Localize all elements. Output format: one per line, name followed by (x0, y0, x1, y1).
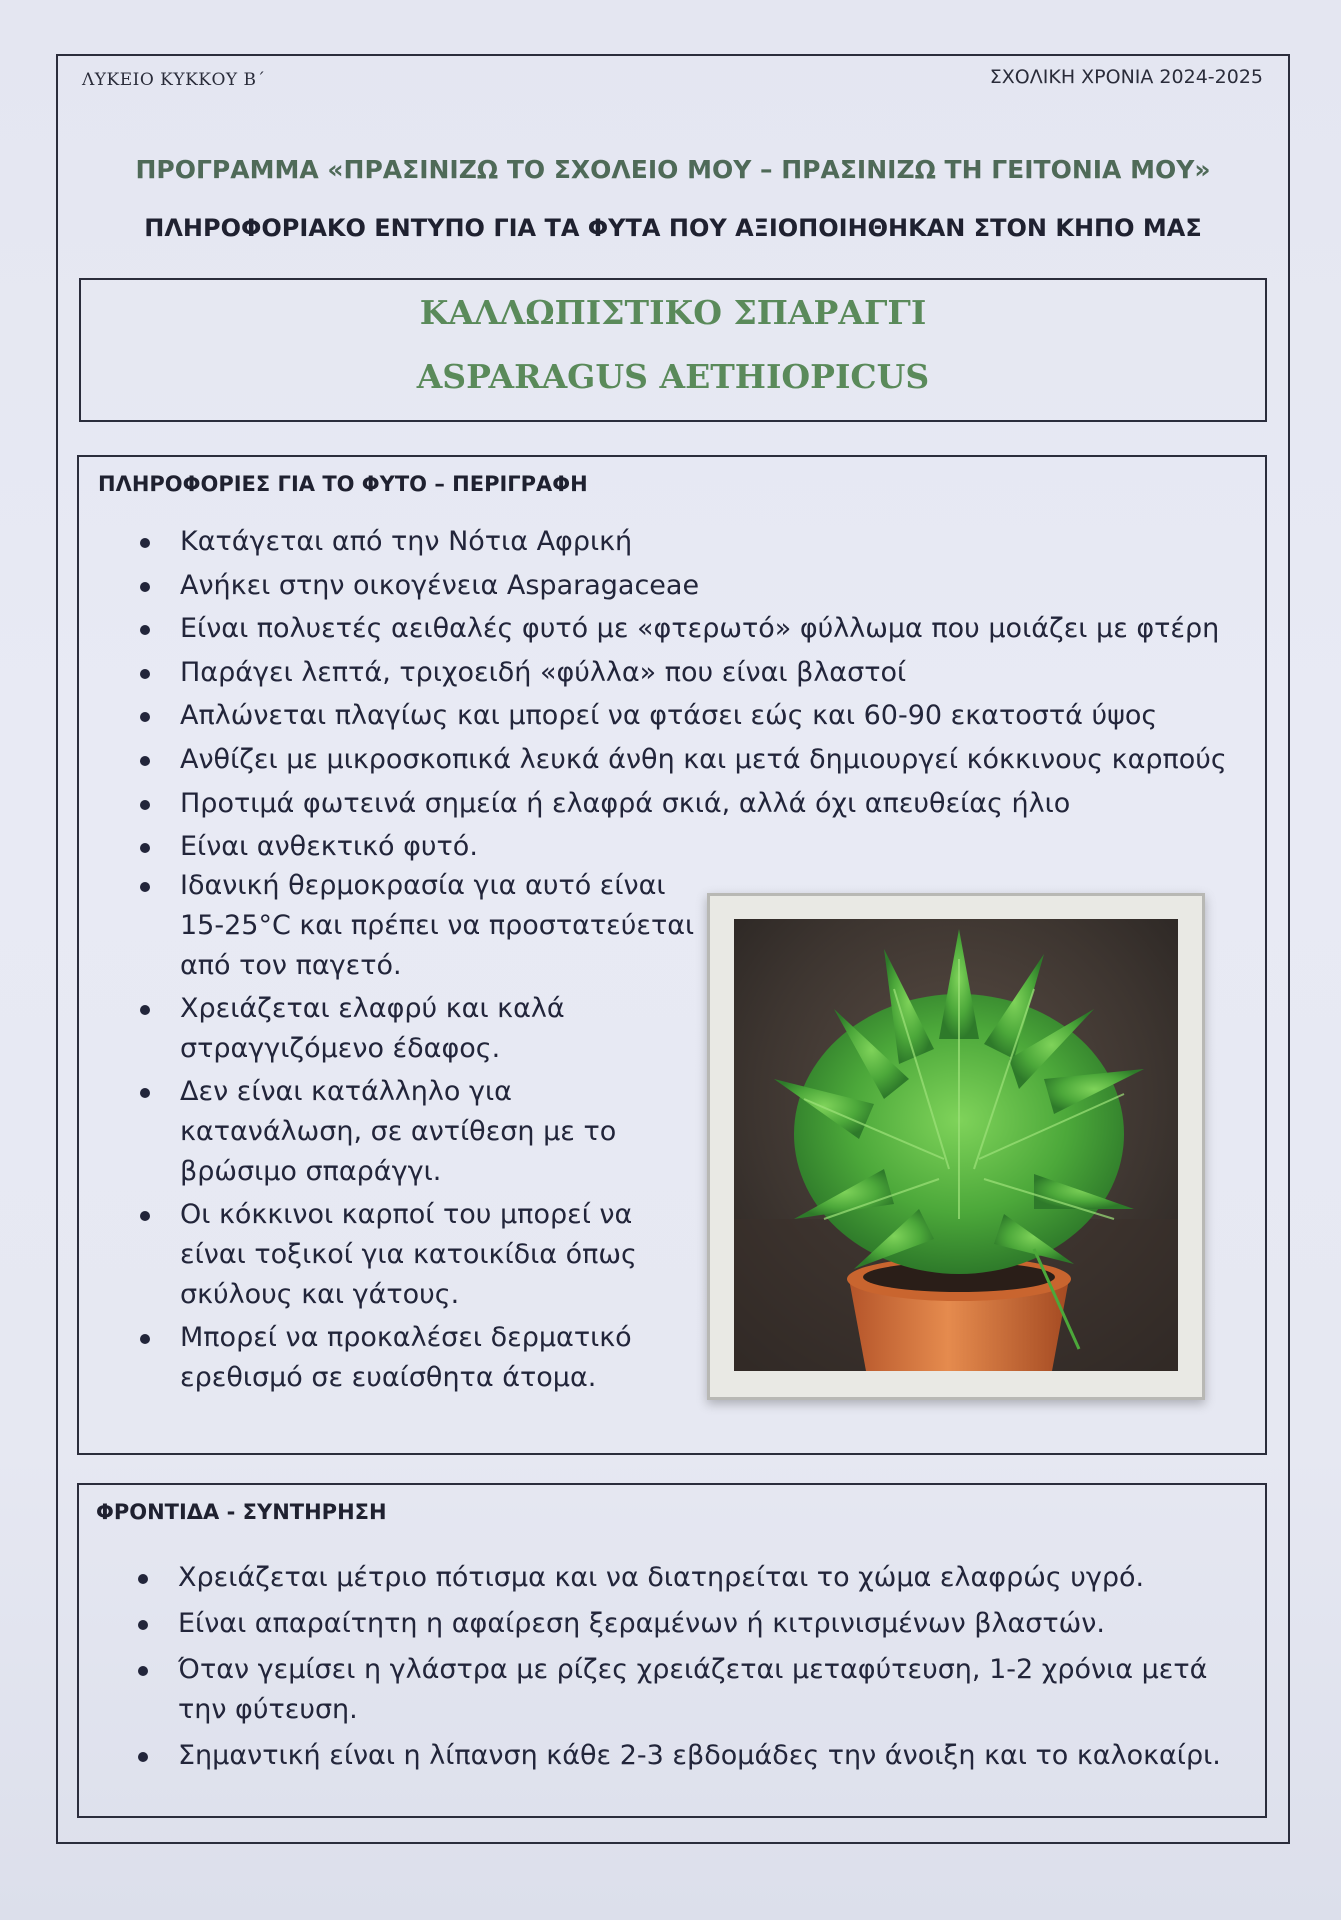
list-item: Κατάγεται από την Νότια Αφρική (140, 522, 1240, 562)
program-title: ΠΡΟΓΡΑΜΜΑ «ΠΡΑΣΙΝΙΖΩ ΤΟ ΣΧΟΛΕΙΟ ΜΟΥ – ΠΡΑΣΙΝΙΖΩ ΤΗ ΓΕΙΤΟΝΙΑ ΜΟΥ» (135, 155, 1211, 184)
list-item: Δεν είναι κατάλληλο για κατανάλωση, σε αντίθεση με το βρώσιμο σπαράγγι. (140, 1072, 700, 1192)
plant-greek-name: ΚΑΛΛΩΠΙΣΤΙΚΟ ΣΠΑΡΑΓΓΙ (419, 293, 927, 332)
list-item: Ανθίζει με μικροσκοπικά λευκά άνθη και μετά δημιουργεί κόκκινους καρπούς (140, 740, 1240, 780)
care-section-title: ΦΡΟΝΤΙΔΑ - ΣΥΝΤΗΡΗΣΗ (96, 1500, 387, 1524)
list-item: Χρειάζεται μέτριο πότισμα και να διατηρείται το χώμα ελαφρώς υγρό. (138, 1558, 1238, 1598)
leaflet-title: ΠΛΗΡΟΦΟΡΙΑΚΟ ΕΝΤΥΠΟ ΓΙΑ ΤΑ ΦΥΤΑ ΠΟΥ ΑΞΙΟΠΟΙΗΘΗΚΑΝ ΣΤΟΝ ΚΗΠΟ ΜΑΣ (144, 214, 1202, 242)
school-year: ΣΧΟΛΙΚΗ ΧΡΟΝΙΑ 2024-2025 (989, 66, 1263, 88)
list-item: Όταν γεμίσει η γλάστρα με ρίζες χρειάζεται μεταφύτευση, 1-2 χρόνια μετά την φύτευση. (138, 1650, 1238, 1730)
care-list (138, 1558, 1238, 1782)
list-item: Είναι πολυετές αειθαλές φυτό με «φτερωτό» φύλλωμα που μοιάζει με φτέρη (140, 609, 1240, 649)
list-item: Χρειάζεται ελαφρύ και καλά στραγγιζόμενο έδαφος. (140, 989, 700, 1069)
list-item: Απλώνεται πλαγίως και μπορεί να φτάσει εώς και 60-90 εκατοστά ύψος (140, 696, 1240, 736)
list-item: Παράγει λεπτά, τριχοειδή «φύλλα» που είναι βλαστοί (140, 653, 1240, 693)
asparagus-fern-pot-photo-icon (734, 919, 1178, 1371)
list-item: Είναι απαραίτητη η αφαίρεση ξεραμένων ή κιτρινισμένων βλαστών. (138, 1604, 1238, 1644)
list-item: Είναι ανθεκτικό φυτό. (140, 827, 1240, 867)
list-item: Μπορεί να προκαλέσει δερματικό ερεθισμό σε ευαίσθητα άτομα. (140, 1318, 700, 1398)
school-name: ΛΥΚΕΙΟ ΚΥΚΚΟΥ Β΄ (82, 70, 266, 90)
info-section-title: ΠΛΗΡΟΦΟΡΙΕΣ ΓΙΑ ΤΟ ΦΥΤΟ – ΠΕΡΙΓΡΑΦΗ (98, 472, 588, 496)
list-item: Οι κόκκινοι καρποί του μπορεί να είναι τοξικοί για κατοικίδια όπως σκύλους και γάτους. (140, 1195, 700, 1315)
list-item: Ανήκει στην οικογένεια Asparagaceae (140, 566, 1240, 606)
plant-photo (734, 919, 1178, 1371)
plant-latin-name: ASPARAGUS AETHIOPICUS (416, 357, 930, 396)
list-item: Προτιμά φωτεινά σημεία ή ελαφρά σκιά, αλλά όχι απευθείας ήλιο (140, 784, 1240, 824)
info-list-continued (140, 866, 700, 1401)
list-item: Ιδανική θερμοκρασία για αυτό είναι 15-25°C και πρέπει να προστατεύεται από τον παγετό. (140, 866, 700, 986)
list-item: Σημαντική είναι η λίπανση κάθε 2-3 εβδομάδες την άνοιξη και το καλοκαίρι. (138, 1736, 1238, 1776)
info-list (140, 522, 1240, 871)
